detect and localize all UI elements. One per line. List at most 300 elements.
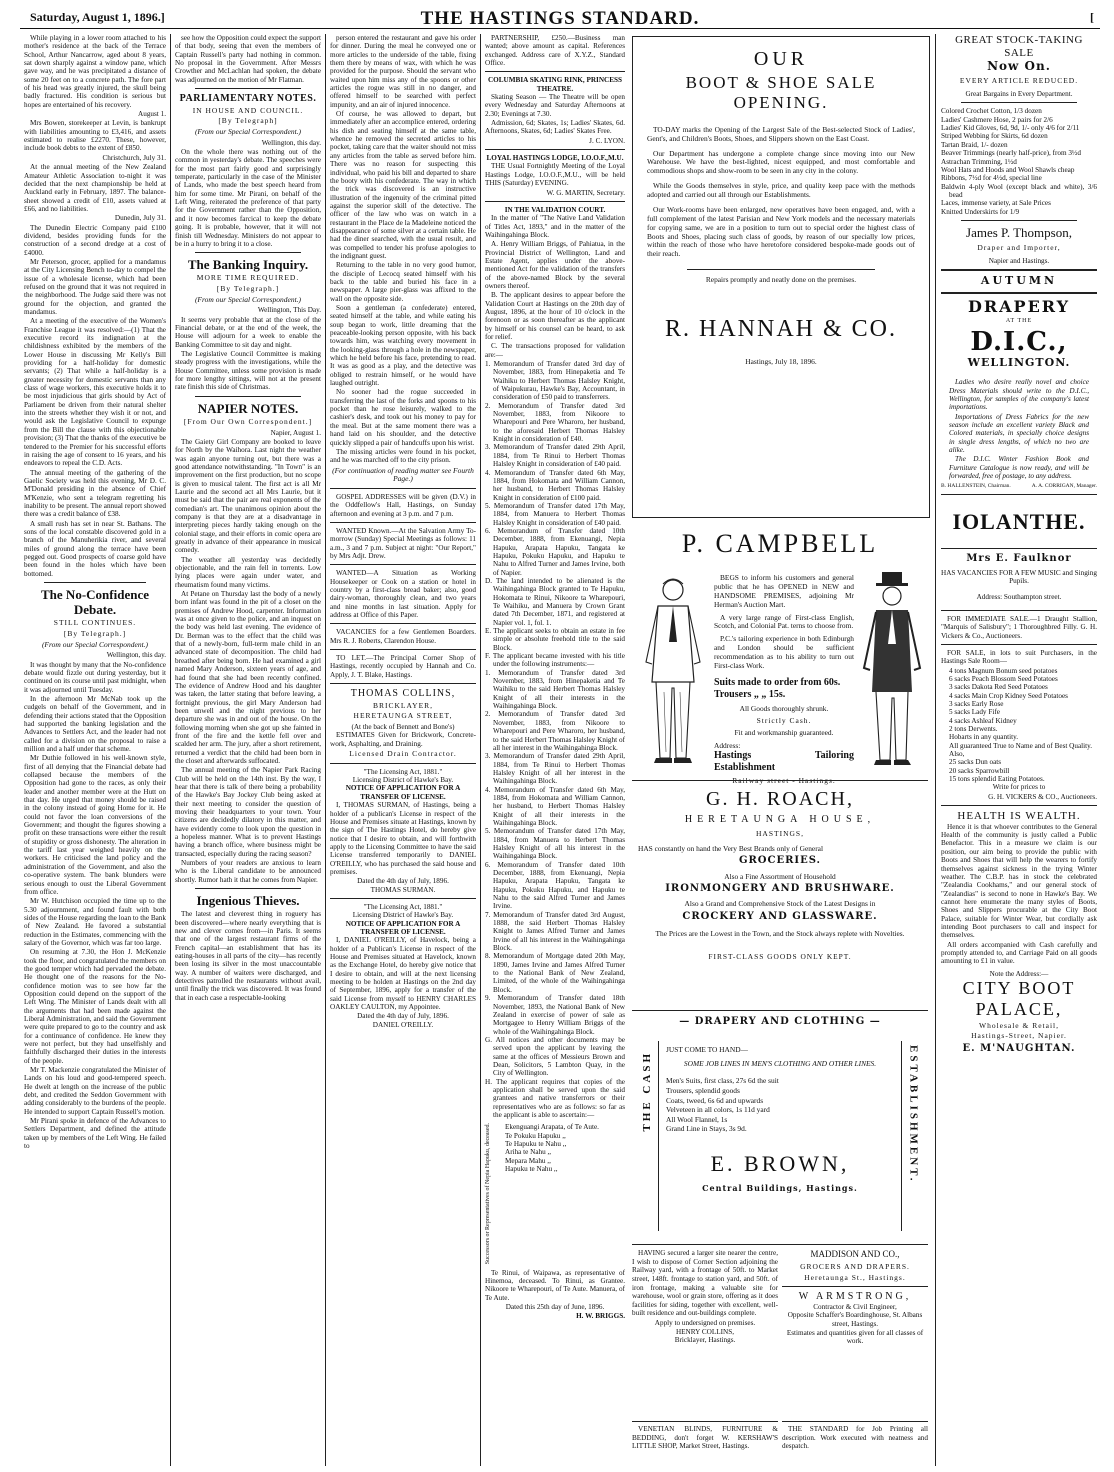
divider — [485, 71, 625, 72]
sale-item: Wool Hats and Hoods and Wool Shawls cheap — [941, 165, 1075, 174]
maddison-ad — [782, 1249, 928, 1346]
court-item: 9. Memorandum of Transfer dated 18th November, 1893, the National Bank of New Zealand in exercise of power of sale as Mortgagee to Henry William Briggs of the whole of the Waihingahinga Block. — [485, 994, 625, 1036]
rink-title: COLUMBIA SKATING RINK, PRINCESS THEATRE. — [487, 76, 623, 93]
kershaw-body: VENETIAN BLINDS, FURNITURE & BEDDING, don't forget W. KERSHAW'S LITTLE SHOP, Market Street, Hastings. — [632, 1425, 778, 1451]
news-paragraph: person entered the restaurant and gave his order for dinner. During the meal he conveyed one or more articles to the underside of the table, fixing them there by means of wax, with which he was provided for the purpose. Should the servant who waited upon him miss any of the spoons or other articles the rogue was still in no danger, and offered himself to be searched with perfect impunity, and an air of injured innocence. — [330, 34, 476, 109]
news-paragraph: Mr Duthie followed in his well-known style, first of all denying that the Financial debate had collapsed because the members of the Opposition had gone to the races, as only their leader and another member were at the Hutt on that day. He urged that money should be raised in the colony instead of going Home for it. He could not favor the loan conversions of the Government; and thought the figures showing a profit on these transactions were either the result of stupidity or gross dishonesty. The alteration in the tariff last year weighed heavily on the workers. He criticised the land policy and the administration of the Government, and also the co-operative system. The bank blunders were serious enough to oust the Liberal Government from office. — [24, 754, 166, 896]
roach-ad — [632, 780, 928, 1006]
kershaw-ad — [632, 1421, 778, 1452]
divider — [941, 548, 1097, 549]
news-paragraph: At Petane on Thursday last the body of a newly born infant was found in the pit of a closet on the premises of Andrew Hood, carpenter. Information was at once given to the police, and an inquest on the body was held last evening. The evidence of Dr. Berman was to the effect that the child was that of a newly-born, full-term male child in an advanced state of decomposition. The child had breathed after being born. He had examined a girl named Mary Anderson, sixteen years of age, and had found that she had been recently confined. The evidence of Andrew Hood and his daughter was taken, the latter stating that before leaving, a fortnight previous, the girl Mary Anderson had been unwell and the night previous to her departure she was in and out of the house. On the following morning when she got up she fainted in front of the fire and the kettle fell over and scalded her arm. The jury, after a short retirement, returned a verdict that the child had been born in the closet and afterwards suffocated. — [175, 590, 321, 765]
city-boot-heading: CITY BOOT — [962, 977, 1076, 998]
column-rule — [170, 34, 171, 1466]
campbell-establishment-address: Railway street - Hastings. — [732, 776, 836, 786]
table-row: Te Hapuku te Nahu ,, — [505, 1140, 567, 1148]
potato-item: Also, — [949, 749, 965, 758]
news-paragraph: Of course, he was allowed to depart, but immediately after an accomplice entered, ordering his dish and seating himself at the same table, whence he removed the secreted articles to his pocket, taking care that the waiter should not miss any articles from the table as served before him. There was no reason for suspecting this individual, who paid his bill and departed to share the booty with his confederate. The way in which the trick was discovered is an instructive illustration of the ingenuity of the criminal pitted against the superior skill of the detective. The officer of the law who was on watch in a restaurant in the Place de la Madeleine noticed the disappearance of some silver at a certain table. He had the diner searched, with the usual result, and was compelled to tender his profuse apologies to the indignant guest. — [330, 110, 476, 260]
sale-item: Striped Webbing for Skirts, 6d dozen — [941, 132, 1048, 141]
column-2 — [175, 34, 321, 1464]
potato-item: Hobarts in any quantity. — [949, 733, 1018, 742]
news-paragraph: No sooner had the rogue succeeded in transferring the last of the forks and spoons to his pocket than he rose leisurely, walked to the cashier's desk, and took out his money to pay for the meal. But at the same moment there was a hand laid on his shoulder, and the detective quickly slipped a pair of handcuffs upon his wrist. — [330, 388, 476, 447]
court-item: 1. Memorandum of Transfer dated 3rd day of November, 1883, from Hinepaketia and Te Waihiku to Herbert Thomas Halsley Knight, of Waipukurau, Hawke's Bay, Accountant, in consideration of £50 paid to transferrers. — [485, 360, 625, 402]
potato-item: 4 sacks Ashleaf Kidney — [949, 716, 1017, 725]
news-paragraph: On resuming at 7.30, the Hon J. McKenzie took the floor, and congratulated the members on the good temper which had pervaded the debate. He thought one of the reasons for the No-confidence motion was to see how far the Opposition could depend on the support of the Left Wing. The Minister of Lands dealt with all the arguments that had been made against the Liberal Administration, and said the Government were quite prepared to go to the country and ask for a continuance of confidence. He knew they were not perfect, but they had unselfishly and faithfully discharged their duties in the interests of the people. — [24, 948, 166, 1065]
court-item: 2. Memorandum of Transfer dated 3rd November, 1883, from Nikoore to Wharepouri and Pere Wharoro, her husband, to the said Herbert Thomas Halsley Knight of all her interest in the Waihingahinga Block. — [485, 710, 625, 752]
subheading: MORE TIME REQUIRED. — [196, 273, 300, 283]
news-paragraph: see how the Opposition could expect the support of that body, seeing that even the members of Captain Russell's party had nothing in common. No proposal in the Government. After Messrs Crowther and McLachlan had spoken, the debate was adjourned on the motion of Mr Flatman. — [175, 34, 321, 84]
thompson-name: James P. Thompson, — [966, 224, 1072, 240]
lodge-body: THE Usual Fortnightly Meeting of the Loyal Hastings Lodge, I.O.O.F.,M.U., will be held THIS (Saturday) EVENING. — [485, 162, 625, 188]
divider — [195, 252, 301, 253]
brown-name: E. BROWN, — [710, 1151, 850, 1176]
dateline: August 1. — [138, 110, 166, 119]
autumn-heading: AUTUMN — [980, 274, 1058, 288]
maddison-name: MADDISON AND CO., — [810, 1249, 900, 1259]
dic-paragraph: Ladies who desire really novel and choice Dress Materials should write to the D.I.C., Wellington, for samples of the company's latest importations. — [949, 378, 1089, 412]
campbell-note: All Goods thoroughly shrunk. — [739, 703, 829, 713]
dic-heading: D.I.C., — [970, 327, 1068, 358]
table-row: Ekenguangi Arapata, of Te Aute. — [505, 1123, 599, 1132]
thompson-trade: Draper and Importer, — [977, 242, 1061, 252]
court-item: 3. Memorandum of Transfer dated 29th April, 1884, from Te Rinui to Herbert Thomas Halsley Knight of all her interest in the Waihingahinga Block. — [485, 752, 625, 786]
court-item: D. The land intended to be alienated is the Waihingahinga Block granted to Te Hapuku, Hokomata te Rinui, Nikoore ta Wharepouri, Te Waihiku, and Manuera by Crown Grant dated 7th December, 1871, and registered at Napier vol. 1, fol. 1. — [485, 576, 625, 627]
divider — [941, 292, 1097, 294]
dateline: Wellington, this day. — [261, 138, 321, 147]
divider — [330, 683, 476, 684]
campbell-paragraph: P.C.'s tailoring experience in both Edinburgh and London should be sufficient recommendation as to his ability to turn out First-class Work. — [714, 634, 854, 670]
bottom-ads — [632, 1244, 928, 1469]
news-paragraph: The Gaiety Girl Company are booked to leave for North by the Waihora. Last night the weather was again anyone turning out, but there was a good attendance notwithstanding. "In Town" is an improvement on the first production, but no scope is given to musical talent. The first act is all Mr Laurie and the second act all Mrs Laurie, but it must be said that the pair are real exponents of the comedian's art. The unanimous opinion about the company is that they are at a disadvantage in interpreting pieces hardly taking enough on the colonial stage, and their efforts in comic opera are greatly in advance of their appearance in musical comedy. — [175, 437, 321, 555]
brown-line: JUST COME TO HAND— — [666, 1045, 748, 1054]
sale-notice: FOR SALE, in lots to suit Purchasers, in the Hastings Sale Room— — [941, 648, 1097, 666]
court-item: 4. Memorandum of Transfer dated 6th May, 1884, from Hokomata and William Cannon, her husband, to Herbert Thomas Halsley Knight of all their interests in the Waihingahinga Block. — [485, 785, 625, 827]
sale-item: Tartan Braid, 1/- dozen — [941, 140, 1008, 149]
court-item: 6. Memorandum of Transfer dated 10th December, 1888, from Ekenuangi, Nepia Hapuku, Arapata Hapuku, Tangata ke Hapuku, Pokuku Hapuku, and Hapuku te Nahu to the said Alfred Turner and James Irvine. — [485, 860, 625, 911]
subheading: STILL CONTINUES. — [53, 618, 137, 628]
campbell-paragraph: BEGS to inform his customers and general public that he has OPENED in NEW and HANDSOME PREMISES, adjoining Mr Herman's Auction Mart. — [714, 573, 854, 609]
faulknor-address: Address: Southampton street. — [976, 593, 1062, 602]
notice-signature: DANIEL O'REILLY. — [372, 1020, 434, 1029]
issue-date: Saturday, August 1, 1896.] — [30, 10, 165, 24]
palace-address: Hastings-Street, Napier. — [971, 1031, 1067, 1041]
campbell-body — [714, 574, 854, 787]
roach-name: G. H. ROACH, — [706, 788, 854, 810]
hannah-title-line3: OPENING. — [733, 93, 829, 113]
court-item: H. The applicant requires that copies of the application shall be served upon the said grantees and native transferrors or their representatives who are as follows: so far as the applicant is able to ascertain:— — [485, 1077, 625, 1119]
dateline: Napier, August 1. — [270, 428, 321, 437]
column-1 — [24, 34, 166, 1464]
divider — [941, 494, 1097, 495]
brown-body — [666, 1045, 894, 1193]
campbell-ad — [632, 524, 928, 786]
classified-ad: VACANCIES for a few Gentlemen Boarders. Mrs R. J. Roberts, Clarendon House. — [330, 628, 476, 645]
news-paragraph: Mr W. Hutchison occupied the time up to the 5.30 adjournment, and found fault with both sides of the House regarding the loan to the Bank of New Zealand. He favored a substantial reduction in the Estimates, commencing with the salary of the Governor, which was far too large. — [24, 897, 166, 947]
court-item: 6. Memorandum of Transfer dated 10th December, 1888, from Ekenuangi, Nepia Hapuku, Arapata Hapuku, Tangata ke Hapuku, Pokuku Hapuku, and Hapuku te Nahu to Alfred Turner and James Irvine, both of Napier. — [485, 526, 625, 577]
act-title: "The Licensing Act, 1881." — [363, 767, 443, 776]
table-rows — [501, 1123, 625, 1264]
campbell-trousers-price: Trousers „ „ 15s. — [714, 688, 786, 700]
signature: W. G. MARTIN, Secretary. — [546, 188, 625, 197]
dateline: Wellington, this day. — [106, 651, 166, 660]
hannah-title-line1: OUR — [753, 48, 809, 70]
hannah-paragraph: While the Goods themselves in style, price, and quality keep pace with the methods adopted and carried out all through our Establishments. — [647, 181, 915, 200]
divider — [330, 488, 476, 489]
divider — [941, 805, 1097, 806]
divider — [330, 763, 476, 764]
rink-body: Skating Season — The Theatre will be open every Wednesday and Saturday Afternoons at 2.30; Evenings at 7.30. — [485, 93, 625, 118]
advertiser-location: (At the back of Bennett and Bone's) — [351, 723, 455, 732]
brown-right-side — [901, 1041, 922, 1231]
divider — [195, 88, 301, 89]
news-paragraph: The annual meeting of the gathering of the Gaelic Society was held this evening, Mr D. C. M'Donald presiding in the absence of Chief M'Kenzie, who sent a telegram regretting his inability to be present. The annual report showed there was a credit balance of £38. — [24, 468, 166, 519]
sale-heading: GREAT STOCK-TAKING SALE — [955, 34, 1083, 59]
classified-ad: WANTED—A Situation as Working Housekeeper or Cook on a station or hotel in country by a first-class bread baker; also, good dairy-woman, thoroughly clean, and two years and nine months in last situation. Apply for address at Office of this Paper. — [330, 569, 476, 620]
advertiser-name: THOMAS COLLINS, — [350, 688, 456, 700]
campbell-note: Fit and workmanship guaranteed. — [734, 727, 834, 737]
hannah-paragraph: Our Department has undergone a complete change since moving into our New Warehouse. We have the best-lighted, nicest equipped, and most comfortable and commodious shops and show-room to be seen in any city in the colony. — [647, 148, 915, 176]
palace-owner: E. M'NAUGHTAN. — [962, 1043, 1076, 1055]
at-the: AT THE — [1005, 318, 1033, 325]
potato-item: 5 sacks Lady Fife — [949, 708, 1000, 717]
hannah-paragraph: TO-DAY marks the Opening of the Largest Sale of the Best-selected Stock of Ladies', Gent's, and Children's Boots, Shoes, and Slippers shown on the East Coast. — [647, 124, 915, 143]
sale-signature: G. H. VICKERS & CO., Auctioneers. — [988, 792, 1097, 801]
divider — [782, 1286, 928, 1287]
sale-item: Colored Crochet Cotton, 1/3 dozen — [941, 107, 1042, 116]
campbell-establishment: Hastings Tailoring Establishment — [714, 750, 854, 774]
divider — [941, 610, 1097, 611]
roach-line: HAS constantly on hand the Very Best Brands only of General — [638, 843, 824, 853]
news-paragraph: At a meeting of the executive of the Women's Franchise League it was resolved:—(1) That the executive record its indignation at the childishness exhibited by the members of the Lower House in discussing Mr Kelly's Bill providing for a half-holiday for domestic servants; (2) That while a half-holiday is a greater necessity for domestic servants than any class of wage workers, this executive holds it to be most injudicious that girls should by Act of Parliament be driven from their natural shelter into the streets whether they wish it or not, and would ask the Legislative Council to expunge from the Bill the clause with this objectionable provision; (3) That the thanks of the executive be tendered to the Premier for his successful efforts in raising the age of consent to 16 years, and his endeavors to repeal the C.D. Acts. — [24, 317, 166, 468]
news-paragraph: At the annual meeting of the New Zealand Amateur Athletic Association to-night it was decided that the next championship be held at Auckland early in February, 1897. The balance-sheet showed a credit of £10, assets valued at £66, and no liabilities. — [24, 163, 166, 213]
column-rule — [935, 34, 936, 1466]
correspondent-note: (From our Special Correspondent.) — [194, 127, 302, 137]
court-item: 2. Memorandum of Transfer dated 3rd November, 1883, from Nikoore to Wharepouri and Pere Wharoro, her husband, to the aforesaid Herbert Thomas Halsley Knight in consideration of £40. — [485, 401, 625, 444]
table-row: Ariha te Nahu ,, — [505, 1148, 552, 1157]
divider — [330, 649, 476, 650]
court-item: 1. Memorandum of Transfer dated 3rd November, 1883, from Hinepaketia and Te Waihiku to the said Herbert Thomas Halsley Knight of all their interests in the Waihingahinga Block. — [485, 668, 625, 711]
faulknor-name: Mrs E. Faulknor — [966, 553, 1072, 565]
divider — [195, 888, 301, 889]
hannah-ad — [632, 36, 930, 518]
roach-groceries: GROCERIES. — [738, 855, 822, 867]
telegraph-note: [By Telegraph] — [218, 116, 278, 126]
district-title: Licensing District of Hawke's Bay. — [352, 911, 454, 920]
brown-band: — DRAPERY AND CLOTHING — — [679, 1016, 881, 1027]
dic-paragraph: Importations of Dress Fabrics for the new season include an excellent variety Black and Colored materials, in specially choice designs in single dress lengths, of which no two are alike. — [949, 412, 1089, 454]
news-paragraph: Returning to the table in no very good humor, the disciple of Lecocq seated himself with his back to the table and buried his face in a newspaper. A large pier-glass was affixed to the wall on the opposite side. — [330, 261, 476, 303]
brown-line: Men's Suits, first class, 27s 6d the suit — [666, 1076, 779, 1086]
hannah-repairs: Repairs promptly and neatly done on the premises. — [705, 275, 857, 285]
news-paragraph: Mr Peterson, grocer, applied for a mandamus at the City Licensing Bench to-day to compel the issue of a wholesale license, which had been refused on the ground that it was not required in the neighborhood. The Judge said there was not ground for the objection, and granted the mandamus. — [24, 257, 166, 316]
news-paragraph: The missing articles were found in his pocket, and he was marched off to the city prison. — [330, 447, 476, 465]
court-item: 4. Memorandum of Transfer dated 6th May, 1884, from Hokomata and William Cannon, her husband, to Herbert Thomas Halsley Knight in consideration of £100 paid. — [485, 468, 625, 502]
correspondent-note: (From our Special Correspondent.) — [194, 294, 302, 304]
armstrong-body: Opposite Schaffer's Boardinghouse, St. Albans street, Hastings. — [787, 1311, 923, 1329]
representatives-table — [485, 1123, 625, 1264]
roach-line: The Prices are the Lowest in the Town, and the Stock always replete with Novelties. — [655, 929, 905, 939]
court-item: 7. Memorandum of Transfer dated 3rd August, 1888, the said Herbert Thomas Halsley Knight to James Alfred Turner and James Irvine of all his interest in the Waihingahinga Block. — [485, 910, 625, 953]
news-paragraph: Numbers of your readers are anxious to learn who is the Liberal candidate to be announced shortly. Rumor hath it that he comes from Napier. — [175, 859, 321, 884]
sale-item: Ladies' Kid Gloves, 6d, 9d, 1/- only 4/6 for 2/11 — [941, 124, 1080, 133]
rink-admission: Admission, 6d; Skates, 1s; Ladies' Skates, 6d. Afternoons, Skates, 6d; Ladies' Skates Free. — [485, 119, 625, 136]
classified-ad: TO LET.—The Principal Corner Shop of Hastings, recently occupied by Hannah and Co. Apply, J. T. Blake, Hastings. — [330, 654, 476, 679]
divider — [961, 102, 1077, 103]
palace-heading: PALACE, — [975, 998, 1063, 1019]
court-item: E. The applicant seeks to obtain an estate in fee simple or absolute freehold title to the said Block. — [485, 627, 625, 652]
potato-item: 15 tons splendid Eating Potatoes. — [949, 775, 1045, 783]
column-rule — [325, 34, 326, 1466]
brown-address: Central Buildings, Hastings. — [702, 1182, 858, 1193]
divider — [687, 269, 875, 270]
court-item: 5. Memorandum of Transfer dated 17th May, 1884, from Manuera to Herbert Thomas Halsley Knight in consideration of £40 paid. — [485, 501, 625, 527]
news-paragraph: Mrs Bowen, storekeeper at Levin, is bankrupt with liabilities amounting to £3,416, and assets estimated to realise £2270. These, however, include book debts to the extent of £850. — [24, 119, 166, 153]
classified-ad: PARTNERSHIP, £250.—Business man wanted; above amount as capital. References exchanged. Address care of X.Y.Z., Standard Office. — [485, 34, 625, 68]
campbell-paragraph: A very large range of First-class English, Scotch, and Colonial Pat. terns to choose from. — [714, 612, 854, 631]
court-items — [485, 360, 625, 1119]
table-row: Hapuku te Nahu ,, — [505, 1165, 558, 1174]
telegraph-note: [By Telegraph.] — [216, 283, 280, 293]
news-paragraph: The Legislative Council Committee is making steady progress with the investigations, while the House Committee, unless some provision is made for more lengthy sittings, will not at the present rate finish this side of Christmas. — [175, 350, 321, 392]
collins-apply: Apply to undersigned on premises. — [654, 1319, 756, 1328]
roach-crockery: CROCKERY AND GLASSWARE. — [682, 910, 878, 922]
column-3 — [330, 34, 476, 1464]
table-side-label: Successors or Representatives of Nepia Hapuku, deceased. — [485, 1123, 491, 1265]
dic-paragraph: The D.I.C. Winter Fashion Book and Furniture Catalogue is now ready, and will be forwarded, free of postage, to any address. — [949, 455, 1089, 480]
maddison-trade: GROCERS AND DRAPERS. — [800, 1261, 910, 1271]
headline-no-confidence: The No-Confidence Debate. — [41, 587, 149, 618]
armstrong-estimates: Estimates and quantities given for all classes of work. — [786, 1328, 924, 1346]
classified-ad: WANTED Known.—At the Salvation Army To-morrow (Sunday) Special Meetings as follows: 11 a.m., 3 and 7 p.m. Subject at night: "Our Report," by Mrs Adjt. Drew. — [330, 526, 476, 560]
news-paragraph: The annual meeting of the Napier Park Racing Club will be held on the 14th inst. By the way, I hear that there is talk of there being a probability of the Hawke's Bay Jockey Club being asked at their next meeting to consider the question of moving their headquarters to your town. Your citizens are decidedly dilatory in this matter, and have evidently come to look upon the question in a hopeless manner. What is to prevent Hastings having a branch office, where business might be transacted, especially during the racing season? — [175, 766, 321, 858]
court-title: IN THE VALIDATION COURT. — [504, 205, 606, 214]
roach-town: HASTINGS, — [756, 828, 804, 838]
gentleman-figure-left-icon — [636, 572, 710, 768]
table-row: Te Pokuku Hapuku ,, — [505, 1131, 566, 1140]
dic-manager: A. A. CORRIGAN, Manager. — [1031, 483, 1097, 490]
hannah-date: Hastings, July 18, 1896. — [745, 356, 817, 366]
brown-ad — [632, 1010, 928, 1241]
news-paragraph: It seems very probable that at the close of the Financial debate, or at the end of the week, the House will adjourn for a week to enable the Banking Committee to sit day and night. — [175, 315, 321, 349]
news-paragraph: A small rush has set in near St. Bathans. The sons of the local constable discovered gold in a branch of the Manuherikia river, and several miles of ground along the terrace have been pegged out. Good prospects of coarse gold have been found in the holes which have been bottomed. — [24, 519, 166, 578]
dateline: Christchurch, July 31. — [102, 153, 166, 162]
subheading: IN HOUSE AND COUNCIL. — [192, 105, 304, 115]
dic-wellington: WELLINGTON. — [967, 356, 1071, 370]
court-date: Dated this 25th day of June, 1896. — [505, 1302, 605, 1311]
notice-title: NOTICE OF APPLICATION FOR A TRANSFER OF LICENSE. — [345, 919, 461, 936]
potato-items — [941, 667, 1097, 784]
classified-ad: ESTIMATES Given for Brickwork, Concrete-work, Asphalting, and Draining. — [330, 731, 476, 748]
sale-item: Beaver Trimmings (nearly half-price), from 3½d — [941, 149, 1081, 158]
sale-item: Ribbons, 7½d for 4½d, special line — [941, 174, 1042, 183]
collins-name: HENRY COLLINS, — [675, 1327, 735, 1336]
brown-side-right: ESTABLISHMENT. — [907, 1045, 920, 1184]
health-orders: All orders accompanied with Cash carefully and promptly attended to, and Carriage Paid on all goods amounting to £1 in value. — [941, 940, 1097, 966]
sale-item: Laces, immense variety, at Sale Prices — [941, 199, 1051, 208]
signature: J. C. LYON. — [589, 136, 625, 145]
sale-items — [941, 107, 1097, 215]
campbell-note: Strictly Cash. — [756, 715, 812, 725]
roach-house: HERETAUNGA HOUSE, — [684, 814, 876, 825]
sale-item: Baldwin 4-ply Wool (except black and white), 3/6 bead — [941, 182, 1097, 199]
table-row: Mepara Mahu ,, — [505, 1156, 551, 1165]
divider — [485, 149, 625, 150]
maddison-address: Heretaunga St., Hastings. — [804, 1272, 906, 1282]
masthead — [20, 8, 1100, 29]
news-paragraph: While playing in a lower room attached to his mother's residence at the back of the Terrace School, Arthur Nancarrow, aged about 8 years, sat down sharply against a window pane, which gave way, and he was precipitated a distance of some 20 feet on to a concrete path. The fore part of his head was greatly injured, the skull being badly fractured. His condition is serious but hopes are entertained of his recovery. — [24, 34, 166, 109]
collins-ad — [632, 1249, 778, 1345]
divider — [330, 898, 476, 899]
court-item: F. The applicant became invested with his title under the following instruments:— — [485, 652, 625, 669]
note-address: Note the Address:— — [989, 969, 1049, 978]
brown-line: Trousers, splendid goods — [666, 1085, 740, 1095]
headline-parliamentary-notes: PARLIAMENTARY NOTES. — [179, 93, 317, 105]
court-item: 8. Memorandum of Mortgage dated 20th May, 1890, James Irvine and James Alfred Turner to the National Bank of New Zealand, Limited, of the whole of the Waihingahinga Block. — [485, 952, 625, 994]
divider — [330, 522, 476, 523]
correspondent-note: (From our Special Correspondent.) — [41, 639, 149, 649]
newspaper-title: THE HASTINGS STANDARD. — [420, 8, 700, 29]
news-paragraph: Mr T. Mackenzie congratulated the Minister of Lands on his loud and good-tempered speech. He dwelt at length on the increase of the public debt, and credited the Seddon Government with adding considerably to the burdens of the people. He intended to support Captain Russell's motion. — [24, 1066, 166, 1116]
potato-item: All guaranteed True to Name and of Best Quality. — [949, 741, 1093, 750]
collins-trade: Bricklayer, Hastings. — [674, 1336, 736, 1345]
news-paragraph: Mr Pirani spoke in defence of the Advances to Settlers Department, and defined the attitude taken up by members of the Left Wing. He failed to — [24, 1117, 166, 1151]
collins-body: HAVING secured a larger site nearer the centre, I wish to dispose of Corner Section adjoining the Railway yard, with a frontage of 50ft. to Market street, 148ft. frontage to station yard, and 50ft. of iron frontage, making a valuable site for warehouse, wool or grain store, offering as it does facilities for siding, together with excellent, well-built residence and out-buildings complete. — [632, 1249, 778, 1318]
sale-item: Ladies' Cashmere Hose, 2 pairs for 2/6 — [941, 115, 1053, 124]
divider — [44, 582, 146, 583]
court-item: G. All notices and other documents may be served upon the applicant by leaving the same at the offices of Messieurs Brown and Dean, Solicitors, 5 Lambton Quay, in the City of Wellington. — [485, 1035, 625, 1078]
armstrong-name: W ARMSTRONG, — [798, 1290, 912, 1302]
standard-body: THE STANDARD for Job Printing all description. Work executed with neatness and despatch. — [782, 1425, 928, 1451]
potato-item: 3 sacks Early Rose — [949, 699, 1004, 708]
news-paragraph: On the whole there was nothing out of the common in yesterday's debate. The speeches were for the most part fairly good and surprisingly temperate, particularly in the case of the Minister of Lands, who made the best speech heard from him for some time. Mr Pirani, on behalf of the Left Wing, reiterated the preference of that party for the Government rather than the Opposition, and it now becomes farcical to keep the debate going. It is probable, however, that it will not finish till Wednesday. Ministers do not appear to be in a hurry to bring it to a close. — [175, 148, 321, 248]
court-paragraph: Te Rinui, of Waipawa, as representative of Hinemoa, deceased. To Rinui, as Grantee. Nikoore te Wharepouri, of Te Aute. Manuera, of Te Aute. — [485, 1268, 625, 1302]
notice-body: I, DANIEL O'REILLY, of Havelock, being a holder of a Publican's License in respect of the House and Premises situated at Havelock, known as the Exchange Hotel, do hereby give notice that I desire to obtain, and will at the next licensing meeting to be holden at Hastings on the 2nd day of September, 1896, apply for a transfer of the said License from myself to HENRY CHARLES OAKLEY CAULTON, my Appointee. — [330, 936, 476, 1012]
hannah-paragraph: Our Work-rooms have been enlarged, new operatives have been engaged, and, with a full complement of the latest Parisian and New York models and the necessary materials for copying same, we are in a position to turn out to special order the highest class of Boots and Shoes, placing such class of goods, by reason of our specially low prices, within the reach of those who have heretofore considered bespoke-made goods out of their reach. — [647, 204, 915, 259]
headline-banking-inquiry: The Banking Inquiry. — [187, 257, 309, 273]
brown-line: Grand Line in Stays, 3s 9d. — [666, 1124, 747, 1134]
notice-date: Dated the 4th day of July, 1896. — [357, 1012, 449, 1021]
potato-item: 25 sacks Dun oats — [949, 758, 1002, 767]
notice-signature: THOMAS SURMAN. — [370, 885, 436, 894]
column-4 — [485, 34, 625, 1464]
roach-line: Also a Grand and Comprehensive Stock of the Latest Designs in — [684, 899, 876, 909]
divider — [941, 644, 1097, 645]
correspondent-note: [From Our Own Correspondent.] — [183, 416, 313, 426]
potato-item: 4 tons Magnum Bonum seed potatoes — [949, 666, 1058, 675]
news-paragraph: The latest and cleverest thing in roguery has been discovered—where nearly everything that is new and clever comes from—in Paris. It seems that one of the largest restaurant firms of the French capital—an establishment that has its eating-houses in all parts of the city—has recently been losing its silver in the most unaccountable way. A number of waiters were discharged, and detectives patrolled the restaurants without avail, until finally the trick was discovered. It was found that in each case a respectable-looking — [175, 910, 321, 1002]
campbell-address-label: Address: — [714, 740, 741, 750]
sale-notice: FOR IMMEDIATE SALE.—1 Draught Stallion, "Marquis of Salisbury"; 1 Thoroughbred Filly. G. H. Vickers & Co., Auctioneers. — [941, 614, 1097, 640]
divider — [485, 201, 625, 202]
campbell-suits-price: Suits made to order from 60s. — [714, 676, 841, 688]
divider — [941, 269, 1097, 271]
court-paragraph: In the matter of "The Native Land Validation of Titles Act, 1893," and in the matter of the Waihingahinga Block. — [485, 214, 625, 239]
sale-bargains: Great Bargains in Every Department. — [965, 90, 1073, 99]
brown-line: All Wool Flannel, 1s — [666, 1114, 728, 1124]
divider — [961, 220, 1077, 221]
dateline: Wellington, This Day. — [257, 306, 321, 315]
classified-ad: GOSPEL ADDRESSES will be given (D.V.) in the Oddfellow's Hall, Hastings, on Sunday afternoon and evening at 3 p.m. and 7 p.m. — [330, 492, 476, 518]
faulknor-body: HAS VACANCIES FOR A FEW MUSIC and Singing Pupils. — [941, 568, 1097, 586]
potato-item: 6 sacks Peach Blossom Seed Potatoes — [949, 674, 1058, 683]
court-item: 3. Memorandum of Transfer dated 29th April, 1884, from Te Rinui to Herbert Thomas Halsley Knight in consideration of £40 paid. — [485, 443, 625, 469]
brown-left-side — [638, 1041, 659, 1231]
potato-item: 4 sacks Main Crop Kidney Seed Potatoes — [949, 691, 1068, 700]
notice-date: Dated the 4th day of July, 1896. — [357, 877, 449, 886]
column-rule — [480, 34, 481, 1466]
hannah-title-line2: BOOT & SHOE SALE — [685, 73, 877, 92]
dic-chairman: B. HALLENSTEIN, Chairman. — [941, 483, 1011, 490]
roach-first-class: FIRST-CLASS GOODS ONLY KEPT. — [708, 952, 852, 962]
news-paragraph: The Dunedin Electric Company paid £100 dividend, besides providing funds for the construction of a second dredge at a cost of £4000. — [24, 223, 166, 257]
brown-line: Coats, tweed, 6s 6d and upwards — [666, 1095, 764, 1105]
court-paragraph: A. Henry William Briggs, of Pahiatua, in the Provincial District of Wellington, Land and Estate Agent, applies under the above-mentioned Act for the validation of the transfers of the above-named Block by the several owners thereof. — [485, 240, 625, 290]
sale-write: Write for prices to — [992, 783, 1046, 792]
continuation-note: (For continuation of reading matter see Fourth Page.) — [332, 465, 474, 484]
drapery-heading: DRAPERY — [967, 296, 1071, 316]
notice-title: NOTICE OF APPLICATION FOR A TRANSFER OF LICENSE. — [345, 784, 461, 801]
advertiser-street: HERETAUNGA STREET, — [353, 711, 453, 721]
divider — [330, 564, 476, 565]
sale-reduced: EVERY ARTICLE REDUCED. — [959, 76, 1079, 86]
news-paragraph: It was thought by many that the No-confidence debate would fizzle out during yesterday, but it continued on its course until past midnight, when it was adjourned until Tuesday. — [24, 660, 166, 694]
district-title: Licensing District of Hawke's Bay. — [352, 776, 454, 785]
lodge-title: LOYAL HASTINGS LODGE, I.O.O.F.,M.U. — [486, 154, 624, 163]
roach-ironmongery: IRONMONGERY AND BRUSHWARE. — [665, 882, 895, 894]
sale-item: Astrachan Trimming, 1½d — [941, 157, 1017, 166]
potato-item: 3 sacks Dakota Red Seed Potatoes — [949, 683, 1048, 692]
news-paragraph: In the afternoon Mr McNab took up the cudgels on behalf of the Government, and in defending their actions stated that the Opposition had supported the banking legislation and the Advances to Settlers Act, and the leader had not called for a division on the proposal to raise a million and a half under that scheme. — [24, 694, 166, 753]
dateline: Dunedin, July 31. — [114, 214, 166, 223]
headline-ingenious-thieves: Ingenious Thieves. — [196, 893, 300, 909]
armstrong-trade: Contractor & Civil Engineer, — [813, 1302, 897, 1311]
court-signature: H. W. BRIGGS. — [576, 1312, 625, 1321]
potato-item: 2 tons Derwents. — [949, 724, 998, 733]
page-mark: [ — [1090, 10, 1094, 24]
headline-napier-notes: NAPIER NOTES. — [197, 400, 299, 416]
roach-line: Also a Fine Assortment of Household — [724, 871, 836, 881]
court-paragraph: C. The transactions proposed for validation are:— — [485, 342, 625, 359]
telegraph-note: [By Telegraph.] — [63, 628, 127, 638]
license-note: Licensed Drain Contractor. — [349, 749, 457, 759]
brown-line: SOME JOB LINES IN MEN'S CLOTHING AND OTHER LINES. — [683, 1058, 877, 1068]
news-paragraph: Soon a gentleman (a confederate) entered, seated himself at the table, and while eating his soup began to work, little dreaming that the peaceable-looking person opposite, with his back towards him, was watching every movement in the looking-glass through a hole in the newspaper, which he held before his face, pretending to read. It was as good as a play, and the detective was obliged to restrain himself, or he would have laughed outright. — [330, 304, 476, 388]
standard-ad — [782, 1421, 928, 1452]
campbell-name: P. CAMPBELL — [681, 529, 879, 558]
sale-now-on: Now On. — [987, 58, 1051, 73]
potato-item: 20 sacks Sparrowbill — [949, 766, 1010, 775]
column-6 — [941, 34, 1097, 1464]
thompson-location: Napier and Hastings. — [988, 256, 1050, 265]
news-paragraph: The weather all yesterday was decidedly objectionable, and the rain fell in torrents. Low lying places were again under water, and rheumatism found many victims. — [175, 555, 321, 589]
dic-signatures — [941, 483, 1097, 489]
health-heading: HEALTH IS WEALTH. — [957, 810, 1081, 823]
divider — [195, 396, 301, 397]
health-paragraph: Hence it is that whoever contributes to the General Health of the community is justly called a Public Benefactor. This in a measure we claim is our position, our aim being to provide the public with Boots and Shoes that will help the wearers to fortify themselves against sickness in the trying Winter weather. The C.B.P. has in stock the celebrated "Zealandia Cookhams," and our general stock of "Zealandias" is second to none in Hawke's Bay. We cannot here enumerate the many styles of Boots, Shoes and Slippers procurable at the City Boot Palace, suitable for Winter Wear, but cordially ask intending Boot purchasers to call and inspect for themselves. — [941, 822, 1097, 940]
palace-sub: Wholesale & Retail, — [978, 1020, 1060, 1030]
iolanthe-heading: IOLANTHE. — [952, 508, 1086, 534]
court-paragraph: B. The applicant desires to appear before the Validation Court at Hastings on the 20th day of August, 1896, at the hour of 10 o'clock in the forenoon or as soon thereafter as the applicant by himself or his counsel can be heard, to ask for relief. — [485, 291, 625, 341]
divider — [330, 623, 476, 624]
gentleman-figure-right-icon — [856, 572, 928, 768]
notice-body: I, THOMAS SURMAN, of Hastings, being a holder of a publican's License in respect of the House and Premises situate at Hastings, known by the sign of The Hastings Hotel, do hereby give notice that I desire to obtain, and will forthwith apply to the Licensing Committee to have the said License transferred temporarily to DANIEL O'REILLY, who has purchased the said house and premises. — [330, 801, 476, 876]
hannah-name: R. HANNAH & CO. — [664, 316, 897, 343]
sale-item: Knitted Underskirts for 1/9 — [941, 207, 1020, 216]
act-title: "The Licensing Act, 1881." — [363, 902, 443, 911]
advertiser-trade: BRICKLAYER, — [372, 700, 434, 710]
brown-line: Velveteen in all colors, 1s 11d yard — [666, 1105, 770, 1115]
court-item: 5. Memorandum of Transfer dated 17th May, 1884, from Manuera to Herbert Thomas Halsley Knight of all his interest in the Waihingahinga Block. — [485, 827, 625, 861]
brown-side-left: THE CASH — [641, 1051, 653, 1132]
